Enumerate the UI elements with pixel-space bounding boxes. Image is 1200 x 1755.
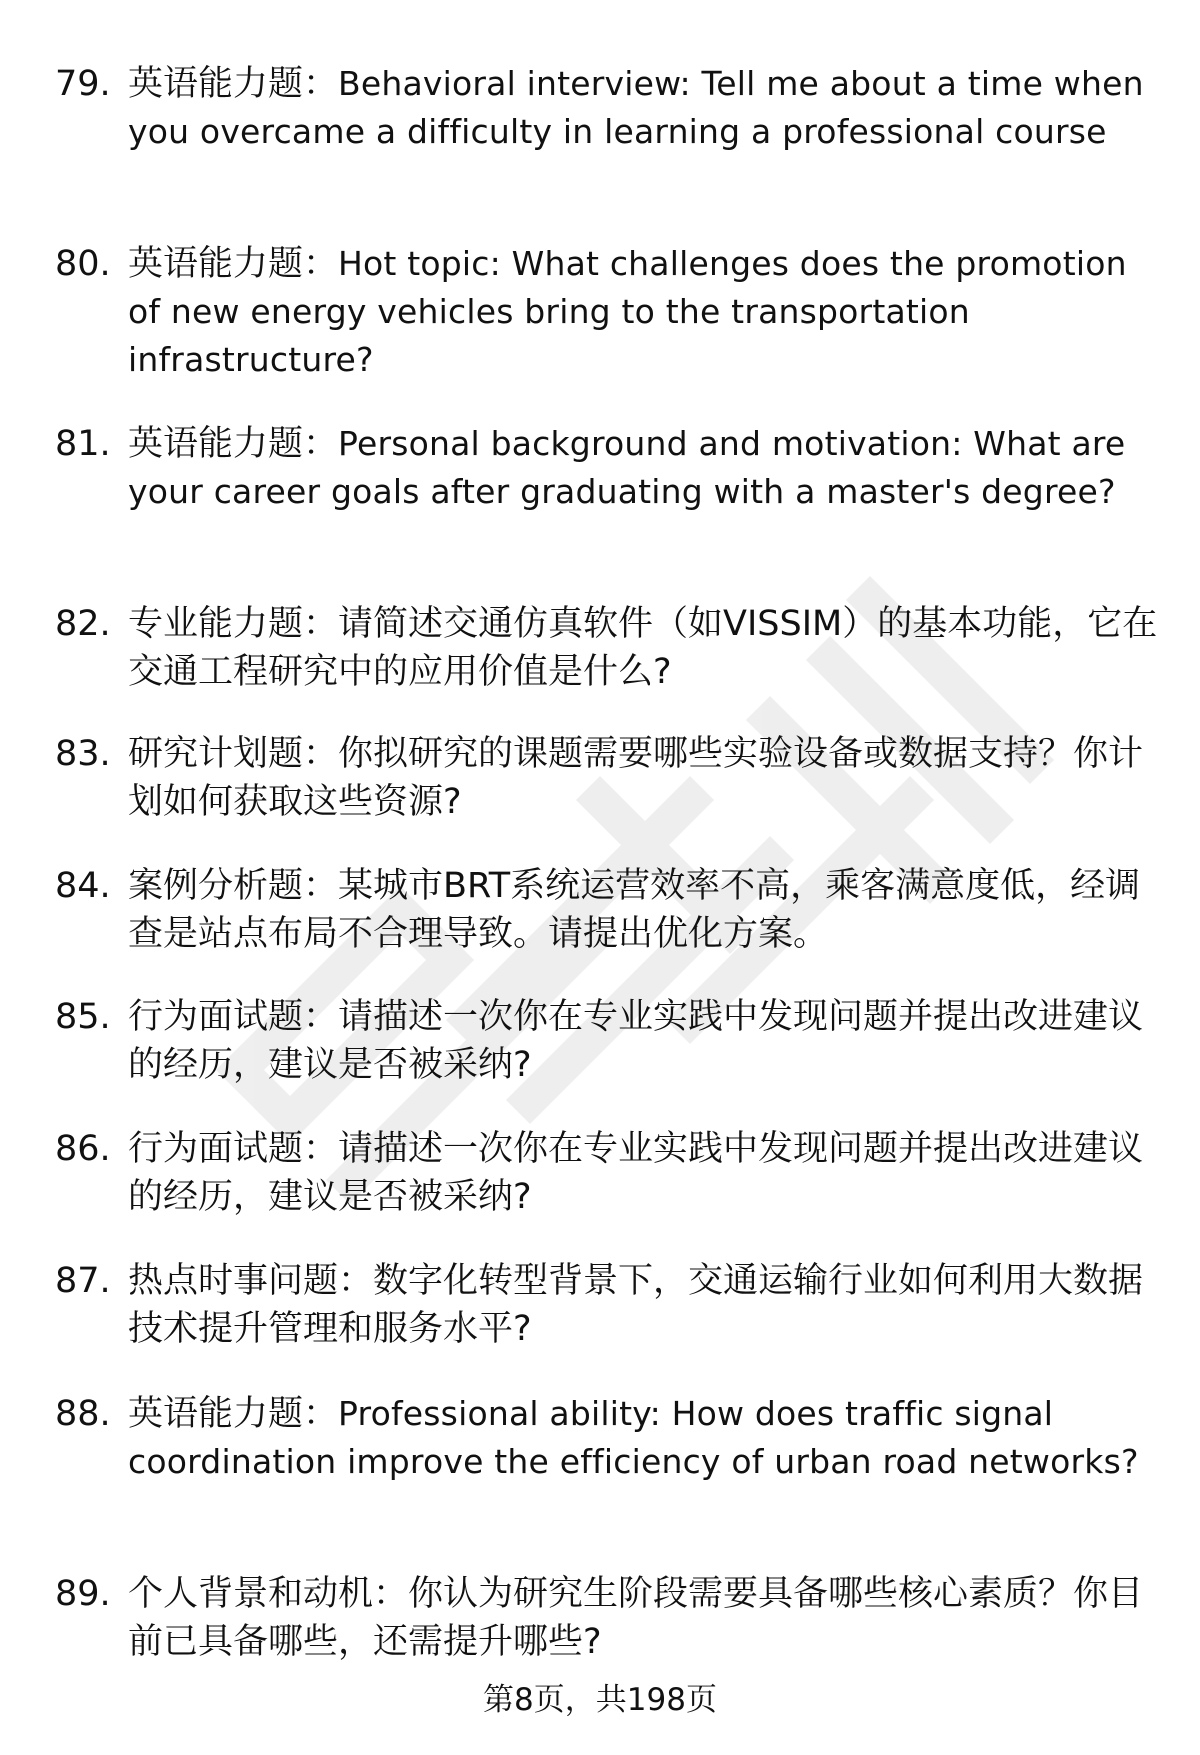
question-text-block — [128, 60, 1160, 156]
question-number: 83. — [55, 734, 111, 774]
question-number: 81. — [55, 424, 111, 464]
question-text-block — [128, 862, 1160, 958]
question-number: 80. — [55, 244, 111, 284]
question-text-block — [128, 420, 1160, 516]
page-number-footer: 第8页，共198页 — [483, 1682, 717, 1718]
question-number: 82. — [55, 604, 111, 644]
question-text: Hot topic: What challenges does the promotion of new energy vehicles bring to the transportation infrastructure? — [128, 244, 1127, 379]
question-category: 英语能力题： — [128, 424, 339, 464]
question-category: 案例分析题： — [128, 866, 339, 906]
question-text-block — [128, 240, 1160, 384]
question-text-block — [128, 1257, 1160, 1353]
question-text: Behavioral interview: Tell me about a time when you overcame a difficulty in learning a professional course — [128, 64, 1144, 151]
question-category: 行为面试题： — [128, 997, 339, 1037]
question-text-block — [128, 1570, 1160, 1666]
question-text: 请简述交通仿真软件（如VISSIM）的基本功能，它在交通工程研究中的应用价值是什么? — [128, 604, 1158, 692]
question-category: 个人背景和动机： — [128, 1574, 409, 1614]
question-category: 研究计划题： — [128, 734, 339, 774]
question-category: 英语能力题： — [128, 1394, 339, 1434]
question-category: 英语能力题： — [128, 64, 339, 104]
question-category: 热点时事问题： — [128, 1261, 374, 1301]
question-text: 你认为研究生阶段需要具备哪些核心素质？你目前已具备哪些，还需提升哪些? — [128, 1574, 1144, 1662]
question-category: 专业能力题： — [128, 604, 339, 644]
question-text-block — [128, 1390, 1160, 1486]
question-number: 79. — [55, 64, 111, 104]
question-text-block — [128, 1125, 1160, 1221]
question-text: 请描述一次你在专业实践中发现问题并提出改进建议的经历，建议是否被采纳? — [128, 997, 1144, 1085]
question-number: 87. — [55, 1261, 111, 1301]
question-number: 89. — [55, 1574, 111, 1614]
question-category: 行为面试题： — [128, 1129, 339, 1169]
question-text: 请描述一次你在专业实践中发现问题并提出改进建议的经历，建议是否被采纳? — [128, 1129, 1144, 1217]
question-number: 86. — [55, 1129, 111, 1169]
question-number: 85. — [55, 997, 111, 1037]
question-number: 88. — [55, 1394, 111, 1434]
question-text: Personal background and motivation: What are your career goals after graduating with a master's degree? — [128, 424, 1126, 511]
question-text: Professional ability: How does traffic signal coordination improve the efficiency of urban road networks? — [128, 1394, 1139, 1481]
question-text-block — [128, 730, 1160, 826]
question-number: 84. — [55, 866, 111, 906]
question-text-block — [128, 993, 1160, 1089]
question-text: 数字化转型背景下，交通运输行业如何利用大数据技术提升管理和服务水平? — [128, 1261, 1144, 1349]
question-text: 你拟研究的课题需要哪些实验设备或数据支持？你计划如何获取这些资源? — [128, 734, 1144, 822]
question-text-block — [128, 600, 1160, 696]
question-category: 英语能力题： — [128, 244, 339, 284]
question-text: 某城市BRT系统运营效率不高，乘客满意度低，经调查是站点布局不合理导致。请提出优化方案。 — [128, 866, 1141, 954]
